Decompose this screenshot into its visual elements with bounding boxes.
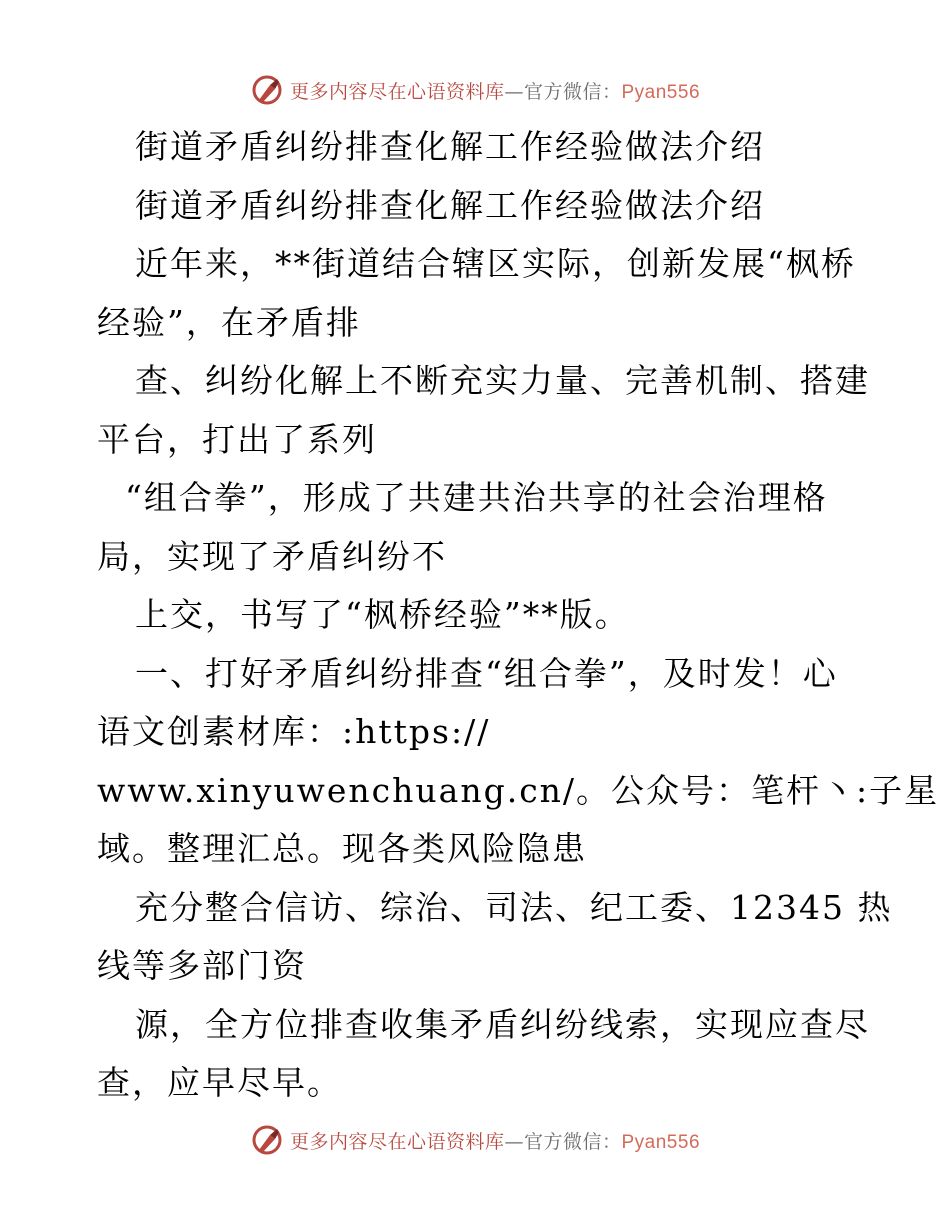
header-banner — [0, 70, 950, 110]
banner-text: 更多内容尽在心语资料库—官方微信：Pyan556 — [289, 80, 701, 103]
pen-nib-logo-icon — [250, 73, 284, 107]
paragraph-line: 查、纠纷化解上不断充实力量、完善机制、搭建 — [135, 361, 870, 400]
banner-text: 更多内容尽在心语资料库—官方微信：Pyan556 — [289, 1130, 701, 1153]
section-heading: 一、打好矛盾纠纷排查“组合拳”，及时发！心 — [135, 653, 838, 693]
paragraph-line: 上交，书写了“枫桥经验”**版。 — [135, 595, 630, 634]
paragraph-line: 局，实现了矛盾纠纷不 — [97, 536, 447, 576]
footer-banner — [0, 1120, 950, 1160]
paragraph-line: 查，应早尽早。 — [97, 1063, 342, 1102]
paragraph-line: 源，全方位排查收集矛盾纠纷线索，实现应查尽 — [135, 1004, 870, 1044]
paragraph-line: www.xinyuwenchuang.cn/。公众号：笔杆丶:子星 — [97, 770, 940, 810]
paragraph-line: 语文创素材库：:https:// — [97, 712, 491, 751]
pen-nib-logo-icon — [250, 1123, 284, 1157]
paragraph-line: “组合拳”，形成了共建共治共享的社会治理格 — [125, 478, 828, 517]
paragraph-line: 平台，打出了系列 — [97, 419, 377, 459]
paragraph-line: 线等多部门资 — [97, 946, 307, 985]
document-body — [97, 118, 940, 1113]
document-title: 街道矛盾纠纷排查化解工作经验做法介绍 — [135, 127, 765, 166]
document-subtitle: 街道矛盾纠纷排查化解工作经验做法介绍 — [135, 185, 765, 225]
paragraph-line: 域。整理汇总。现各类风险隐患 — [97, 829, 587, 868]
paragraph-line: 充分整合信访、综治、司法、纪工委、12345 热 — [135, 887, 893, 927]
paragraph-line: 近年来，**街道结合辖区实际，创新发展“枫桥 — [135, 244, 856, 283]
paragraph-line: 经验”，在矛盾排 — [97, 302, 361, 342]
